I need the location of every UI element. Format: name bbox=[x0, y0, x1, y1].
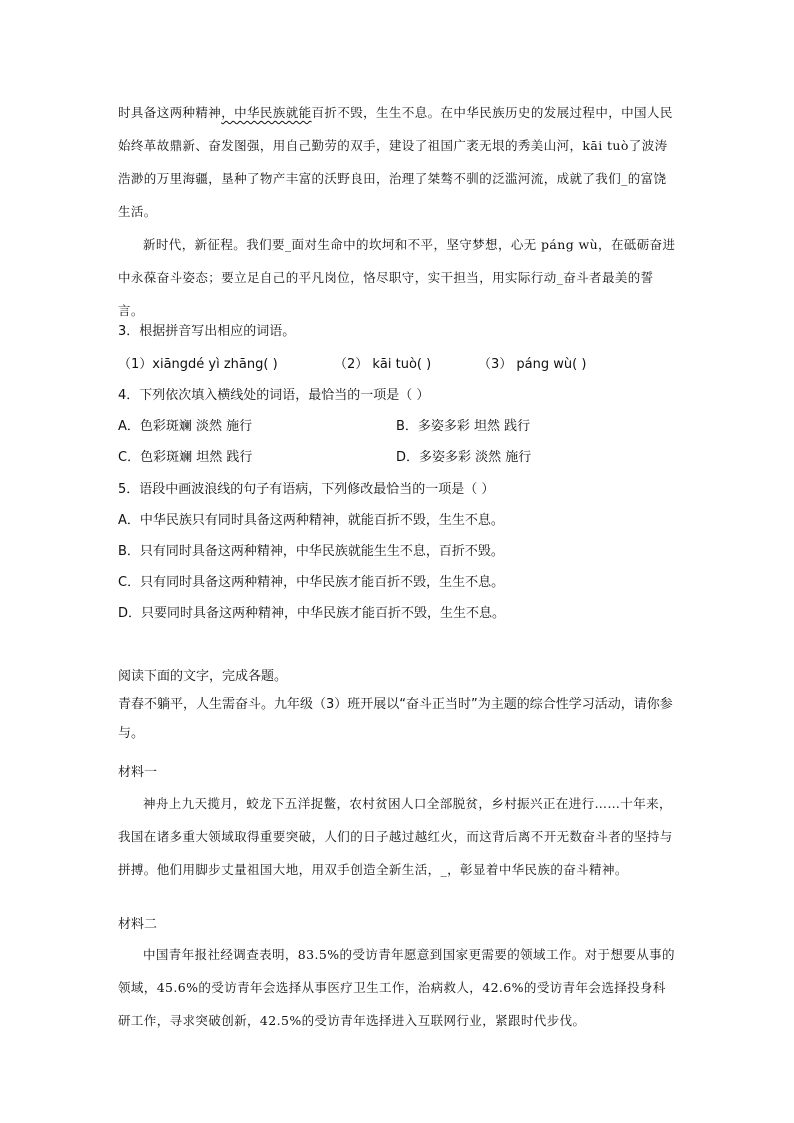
question-5-option-a: A．中华民族只有同时具备这两种精神，就能百折不毁，生生不息。 bbox=[118, 513, 504, 528]
question-4-stem: 4．下列依次填入横线处的词语，最恰当的一项是（ ） bbox=[118, 388, 430, 403]
question-4-option-d: D．多姿多彩 淡然 施行 bbox=[396, 450, 532, 465]
question-4-option-b: B．多姿多彩 坦然 践行 bbox=[396, 419, 531, 434]
question-5-option-d: D．只要同时具备这两种精神，中华民族才能百折不毁，生生不息。 bbox=[118, 606, 506, 621]
question-3-item-1: （1）xiāngdé yì zhāng( ) bbox=[118, 357, 278, 372]
material-1-title: 材料一 bbox=[118, 765, 158, 780]
question-5-option-c: C．只有同时具备这两种精神，中华民族才能百折不毁，生生不息。 bbox=[118, 575, 505, 590]
section-intro: 阅读下面的文字，完成各题。 bbox=[118, 669, 288, 684]
material-1-text: 神舟上九天揽月，蛟龙下五洋捉鳖，农村贫困人口全部脱贫，乡村振兴正在进行……十年来，我国在诸多重大领域取得重要突破，人们的日子越过越红火，而这背后离不开无数奋斗者的坚持与拼搏。他们用脚步丈量祖国大地，用双手创造全新生活，_，彰显着中华民族的奋斗精神。 bbox=[118, 796, 673, 877]
material-2-text: 中国青年报社经调查表明，83.5%的受访青年愿意到国家更需要的领域工作。对于想要从事的领域，45.6%的受访青年会选择从事医疗卫生工作，治病救人，42.6%的受访青年会选择投身科研工作，寻求突破创新，42.5%的受访青年选择进入互联网行业，紧跟时代步伐。 bbox=[118, 947, 675, 1028]
question-4-option-a: A．色彩斑斓 淡然 施行 bbox=[118, 419, 253, 434]
passage-text-after: 百折不毁，生生不息。在中华民族历史的发展过程中，中国人民始终革故鼎新、奋发图强，用自己勤劳的双手，建设了祖国广袤无垠的秀美山河，kāi tuò了波涛浩渺的万里海疆，垦种了物产丰富的沃野良田，治理了桀骜不驯的泛滥河流，成就了我们_的富饶生活。 bbox=[118, 105, 673, 219]
passage-text-before: 时具备这两种精神 bbox=[118, 105, 222, 120]
passage-paragraph-2: 新时代，新征程。我们要_面对生命中的坎坷和不平，坚守梦想，心无 páng wù，在砥砺奋进中永葆奋斗姿态；要立足自己的平凡岗位，恪尽职守，实干担当，用实际行动_奋斗者最美的誓言。 bbox=[118, 237, 676, 318]
material-2-title: 材料二 bbox=[118, 917, 158, 932]
question-3-item-3: （3） páng wù( ) bbox=[478, 357, 587, 372]
passage-paragraph-1 bbox=[118, 96, 678, 228]
question-4-option-c: C．色彩斑斓 坦然 践行 bbox=[118, 450, 253, 465]
question-5-option-b: B．只有同时具备这两种精神，中华民族就能生生不息，百折不毁。 bbox=[118, 544, 504, 559]
question-3-item-2: （2） kāi tuò( ) bbox=[334, 357, 432, 372]
section-lead: 青春不躺平，人生需奋斗。九年级（3）班开展以“奋斗正当时”为主题的综合性学习活动，请你参与。 bbox=[118, 697, 673, 741]
question-5-stem: 5．语段中画波浪线的句子有语病，下列修改最恰当的一项是（ ） bbox=[118, 482, 495, 497]
wavy-underlined-sentence: ，中华民族就能 bbox=[221, 105, 312, 120]
question-3-stem: 3．根据拼音写出相应的词语。 bbox=[118, 324, 296, 339]
